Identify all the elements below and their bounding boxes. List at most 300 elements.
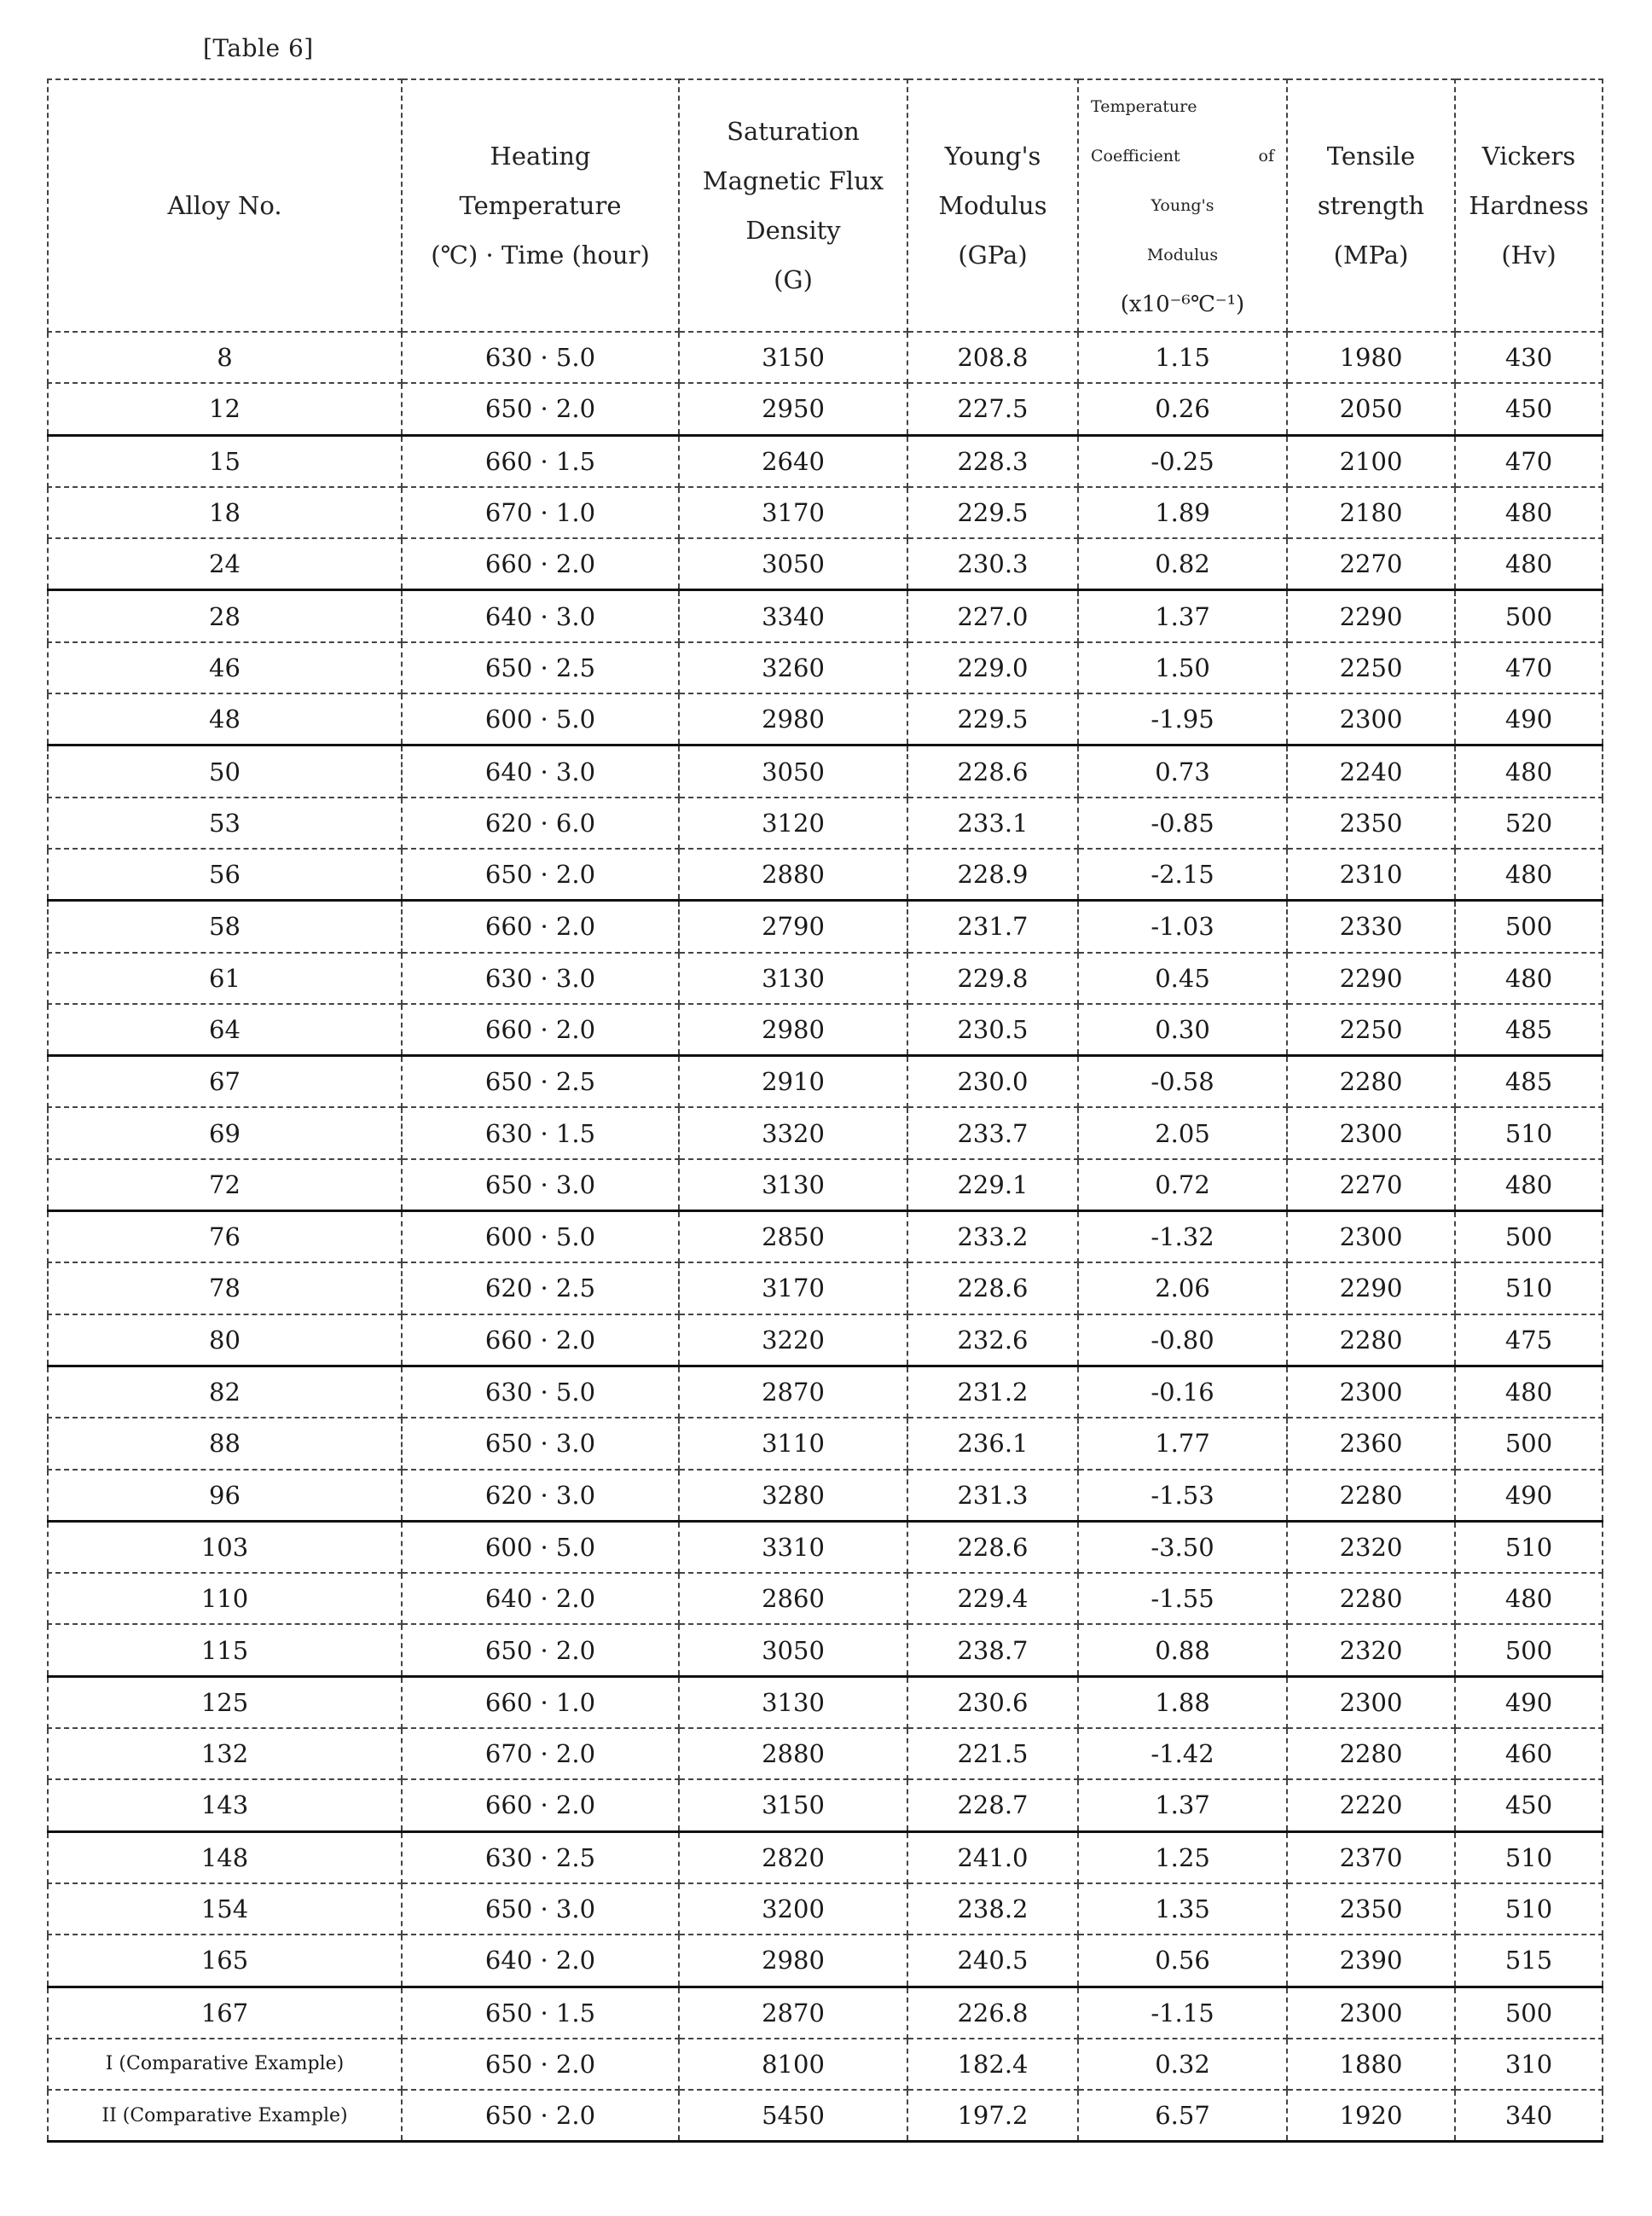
cell-alloy-no: 167 (48, 1987, 402, 2039)
table-caption: [Table 6] (203, 34, 314, 62)
cell-vickers-hardness: 510 (1455, 1107, 1603, 1158)
cell-temp-coefficient: 0.73 (1078, 745, 1287, 798)
table-row (48, 1366, 1603, 1418)
header-saturation-line: Magnetic Flux (702, 166, 884, 195)
header-tc-line (1079, 131, 1286, 181)
cell-saturation: 3050 (679, 745, 907, 798)
cell-heating: 660 · 2.0 (402, 538, 679, 590)
cell-youngs-modulus: 231.3 (907, 1470, 1078, 1522)
header-heating (402, 79, 679, 332)
table-row (48, 435, 1603, 487)
cell-alloy-no: 132 (48, 1728, 402, 1779)
header-tc-line: Temperature (1091, 97, 1197, 116)
cell-youngs-modulus: 228.6 (907, 1262, 1078, 1314)
cell-alloy-no: 115 (48, 1624, 402, 1676)
cell-heating: 630 · 5.0 (402, 1366, 679, 1418)
cell-saturation: 3170 (679, 1262, 907, 1314)
cell-youngs-modulus: 197.2 (907, 2090, 1078, 2142)
header-saturation-line: Saturation (727, 117, 860, 146)
cell-alloy-no: 61 (48, 953, 402, 1004)
cell-temp-coefficient: 2.06 (1078, 1262, 1287, 1314)
cell-youngs-modulus: 232.6 (907, 1314, 1078, 1366)
cell-heating: 660 · 2.0 (402, 901, 679, 953)
cell-temp-coefficient: 0.82 (1078, 538, 1287, 590)
header-youngs-line: Young's (944, 142, 1041, 171)
cell-youngs-modulus: 233.1 (907, 798, 1078, 849)
cell-alloy-no: II (Comparative Example) (48, 2090, 402, 2142)
cell-vickers-hardness: 510 (1455, 1883, 1603, 1935)
cell-heating: 650 · 1.5 (402, 1987, 679, 2039)
cell-vickers-hardness: 480 (1455, 1159, 1603, 1211)
table-row (48, 1470, 1603, 1522)
table-row (48, 383, 1603, 435)
table-row (48, 693, 1603, 745)
cell-saturation: 3050 (679, 1624, 907, 1676)
cell-temp-coefficient: 0.26 (1078, 383, 1287, 435)
header-tc-line: Modulus (1146, 246, 1219, 264)
cell-heating: 650 · 2.5 (402, 1056, 679, 1108)
cell-heating: 640 · 3.0 (402, 590, 679, 642)
cell-tensile-strength: 2290 (1287, 590, 1455, 642)
cell-alloy-no: 67 (48, 1056, 402, 1108)
header-youngs-line: (GPa) (958, 241, 1028, 270)
cell-tensile-strength: 2250 (1287, 1004, 1455, 1056)
cell-alloy-no: 15 (48, 435, 402, 487)
cell-alloy-no: 53 (48, 798, 402, 849)
cell-youngs-modulus: 229.8 (907, 953, 1078, 1004)
cell-temp-coefficient: -2.15 (1078, 849, 1287, 901)
cell-vickers-hardness: 475 (1455, 1314, 1603, 1366)
cell-youngs-modulus: 208.8 (907, 332, 1078, 383)
cell-saturation: 3220 (679, 1314, 907, 1366)
table-row (48, 2090, 1603, 2142)
cell-vickers-hardness: 485 (1455, 1056, 1603, 1108)
cell-youngs-modulus: 228.3 (907, 435, 1078, 487)
header-tensile-line: Tensile (1326, 142, 1416, 171)
cell-youngs-modulus: 236.1 (907, 1418, 1078, 1469)
cell-alloy-no: 80 (48, 1314, 402, 1366)
cell-alloy-no: 48 (48, 693, 402, 745)
cell-saturation: 2870 (679, 1987, 907, 2039)
cell-temp-coefficient: 0.30 (1078, 1004, 1287, 1056)
cell-saturation: 3200 (679, 1883, 907, 1935)
header-row (48, 79, 1603, 332)
cell-saturation: 8100 (679, 2039, 907, 2090)
cell-saturation: 3110 (679, 1418, 907, 1469)
cell-saturation: 2820 (679, 1831, 907, 1883)
cell-tensile-strength: 1880 (1287, 2039, 1455, 2090)
cell-alloy-no: 88 (48, 1418, 402, 1469)
cell-temp-coefficient: -0.80 (1078, 1314, 1287, 1366)
cell-youngs-modulus: 240.5 (907, 1935, 1078, 1987)
cell-tensile-strength: 2350 (1287, 1883, 1455, 1935)
cell-heating: 650 · 2.5 (402, 642, 679, 693)
cell-vickers-hardness: 480 (1455, 1366, 1603, 1418)
cell-tensile-strength: 2280 (1287, 1470, 1455, 1522)
cell-youngs-modulus: 226.8 (907, 1987, 1078, 2039)
table-row (48, 1573, 1603, 1624)
table-row (48, 1521, 1603, 1573)
cell-tensile-strength: 2270 (1287, 538, 1455, 590)
table-body (48, 332, 1603, 2142)
cell-saturation: 3260 (679, 642, 907, 693)
cell-saturation: 3150 (679, 332, 907, 383)
cell-heating: 630 · 3.0 (402, 953, 679, 1004)
cell-saturation: 2910 (679, 1056, 907, 1108)
cell-saturation: 3340 (679, 590, 907, 642)
cell-alloy-no: 96 (48, 1470, 402, 1522)
cell-tensile-strength: 2290 (1287, 1262, 1455, 1314)
cell-heating: 620 · 6.0 (402, 798, 679, 849)
cell-heating: 650 · 3.0 (402, 1418, 679, 1469)
header-vickers-line: Hardness (1469, 191, 1589, 220)
cell-vickers-hardness: 310 (1455, 2039, 1603, 2090)
cell-vickers-hardness: 460 (1455, 1728, 1603, 1779)
cell-tensile-strength: 2300 (1287, 1676, 1455, 1728)
cell-heating: 660 · 2.0 (402, 1314, 679, 1366)
cell-heating: 650 · 2.0 (402, 849, 679, 901)
table-row (48, 642, 1603, 693)
cell-temp-coefficient: -1.55 (1078, 1573, 1287, 1624)
table-row (48, 538, 1603, 590)
header-vickers-hardness (1455, 79, 1603, 332)
cell-youngs-modulus: 241.0 (907, 1831, 1078, 1883)
table-row (48, 849, 1603, 901)
cell-alloy-no: 58 (48, 901, 402, 953)
cell-vickers-hardness: 430 (1455, 332, 1603, 383)
cell-temp-coefficient: 1.37 (1078, 590, 1287, 642)
table-row (48, 901, 1603, 953)
cell-vickers-hardness: 520 (1455, 798, 1603, 849)
cell-heating: 660 · 2.0 (402, 1004, 679, 1056)
cell-tensile-strength: 2300 (1287, 1107, 1455, 1158)
cell-temp-coefficient: 1.25 (1078, 1831, 1287, 1883)
cell-vickers-hardness: 500 (1455, 590, 1603, 642)
cell-vickers-hardness: 450 (1455, 383, 1603, 435)
table-row (48, 1779, 1603, 1831)
cell-saturation: 3130 (679, 1676, 907, 1728)
table-row (48, 1935, 1603, 1987)
cell-youngs-modulus: 230.6 (907, 1676, 1078, 1728)
table-row (48, 798, 1603, 849)
cell-youngs-modulus: 238.2 (907, 1883, 1078, 1935)
cell-tensile-strength: 2280 (1287, 1314, 1455, 1366)
cell-tensile-strength: 2300 (1287, 1987, 1455, 2039)
cell-temp-coefficient: 1.88 (1078, 1676, 1287, 1728)
cell-alloy-no: 148 (48, 1831, 402, 1883)
cell-temp-coefficient: -3.50 (1078, 1521, 1287, 1573)
cell-temp-coefficient: -0.85 (1078, 798, 1287, 849)
cell-saturation: 2850 (679, 1211, 907, 1263)
cell-heating: 640 · 2.0 (402, 1573, 679, 1624)
cell-heating: 660 · 1.5 (402, 435, 679, 487)
cell-vickers-hardness: 340 (1455, 2090, 1603, 2142)
table-row (48, 953, 1603, 1004)
table-row (48, 1883, 1603, 1935)
table-row (48, 1056, 1603, 1108)
cell-heating: 650 · 2.0 (402, 2039, 679, 2090)
cell-youngs-modulus: 228.6 (907, 745, 1078, 798)
cell-vickers-hardness: 500 (1455, 1211, 1603, 1263)
table-row (48, 1159, 1603, 1211)
cell-tensile-strength: 2300 (1287, 693, 1455, 745)
cell-tensile-strength: 2270 (1287, 1159, 1455, 1211)
cell-temp-coefficient: 1.89 (1078, 487, 1287, 538)
cell-temp-coefficient: 0.72 (1078, 1159, 1287, 1211)
cell-heating: 660 · 2.0 (402, 1779, 679, 1831)
cell-heating: 640 · 3.0 (402, 745, 679, 798)
cell-saturation: 5450 (679, 2090, 907, 2142)
cell-heating: 620 · 3.0 (402, 1470, 679, 1522)
cell-alloy-no: 72 (48, 1159, 402, 1211)
header-tc-word: Coefficient (1091, 147, 1180, 165)
cell-youngs-modulus: 228.9 (907, 849, 1078, 901)
cell-temp-coefficient: -1.95 (1078, 693, 1287, 745)
cell-vickers-hardness: 500 (1455, 901, 1603, 953)
cell-alloy-no: 103 (48, 1521, 402, 1573)
cell-heating: 600 · 5.0 (402, 1521, 679, 1573)
table-row (48, 1262, 1603, 1314)
cell-alloy-no: 110 (48, 1573, 402, 1624)
cell-youngs-modulus: 229.0 (907, 642, 1078, 693)
cell-youngs-modulus: 231.7 (907, 901, 1078, 953)
cell-alloy-no: 143 (48, 1779, 402, 1831)
cell-saturation: 3150 (679, 1779, 907, 1831)
cell-alloy-no: 165 (48, 1935, 402, 1987)
table-row (48, 1624, 1603, 1676)
cell-alloy-no: 125 (48, 1676, 402, 1728)
cell-heating: 670 · 2.0 (402, 1728, 679, 1779)
cell-vickers-hardness: 490 (1455, 693, 1603, 745)
cell-alloy-no: 24 (48, 538, 402, 590)
cell-tensile-strength: 2250 (1287, 642, 1455, 693)
cell-heating: 650 · 2.0 (402, 1624, 679, 1676)
cell-tensile-strength: 2330 (1287, 901, 1455, 953)
cell-alloy-no: 8 (48, 332, 402, 383)
cell-saturation: 2790 (679, 901, 907, 953)
cell-tensile-strength: 2370 (1287, 1831, 1455, 1883)
cell-alloy-no: 28 (48, 590, 402, 642)
cell-youngs-modulus: 229.1 (907, 1159, 1078, 1211)
cell-temp-coefficient: -1.42 (1078, 1728, 1287, 1779)
cell-vickers-hardness: 510 (1455, 1262, 1603, 1314)
cell-temp-coefficient: 0.56 (1078, 1935, 1287, 1987)
cell-saturation: 2980 (679, 693, 907, 745)
cell-vickers-hardness: 470 (1455, 435, 1603, 487)
cell-temp-coefficient: 0.32 (1078, 2039, 1287, 2090)
cell-heating: 600 · 5.0 (402, 1211, 679, 1263)
cell-tensile-strength: 2280 (1287, 1728, 1455, 1779)
cell-heating: 650 · 3.0 (402, 1883, 679, 1935)
cell-tensile-strength: 2280 (1287, 1056, 1455, 1108)
cell-heating: 600 · 5.0 (402, 693, 679, 745)
header-youngs-modulus (907, 79, 1078, 332)
cell-youngs-modulus: 228.6 (907, 1521, 1078, 1573)
cell-temp-coefficient: 1.15 (1078, 332, 1287, 383)
cell-vickers-hardness: 515 (1455, 1935, 1603, 1987)
header-saturation-line: Density (745, 216, 841, 245)
cell-alloy-no: I (Comparative Example) (48, 2039, 402, 2090)
cell-temp-coefficient: 0.88 (1078, 1624, 1287, 1676)
header-heating-line: (℃) · Time (hour) (431, 241, 650, 270)
cell-tensile-strength: 2320 (1287, 1521, 1455, 1573)
header-tc-line: Young's (1151, 196, 1214, 215)
cell-youngs-modulus: 233.2 (907, 1211, 1078, 1263)
cell-youngs-modulus: 229.4 (907, 1573, 1078, 1624)
cell-temp-coefficient: -0.25 (1078, 435, 1287, 487)
cell-saturation: 2950 (679, 383, 907, 435)
header-tc-line: (x10⁻⁶℃⁻¹) (1120, 292, 1245, 317)
cell-alloy-no: 56 (48, 849, 402, 901)
cell-tensile-strength: 2390 (1287, 1935, 1455, 1987)
cell-tensile-strength: 2300 (1287, 1211, 1455, 1263)
cell-vickers-hardness: 480 (1455, 1573, 1603, 1624)
cell-vickers-hardness: 500 (1455, 1624, 1603, 1676)
cell-temp-coefficient: -1.32 (1078, 1211, 1287, 1263)
cell-youngs-modulus: 227.0 (907, 590, 1078, 642)
header-vickers-line: Vickers (1481, 142, 1576, 171)
cell-temp-coefficient: -0.58 (1078, 1056, 1287, 1108)
cell-heating: 650 · 3.0 (402, 1159, 679, 1211)
table-row (48, 590, 1603, 642)
cell-vickers-hardness: 480 (1455, 953, 1603, 1004)
cell-alloy-no: 46 (48, 642, 402, 693)
cell-temp-coefficient: 2.05 (1078, 1107, 1287, 1158)
cell-vickers-hardness: 490 (1455, 1470, 1603, 1522)
cell-saturation: 2880 (679, 849, 907, 901)
cell-tensile-strength: 1980 (1287, 332, 1455, 383)
header-tc-word: of (1258, 147, 1274, 165)
header-vickers-line: (Hv) (1501, 241, 1556, 270)
header-youngs-line: Modulus (938, 191, 1047, 220)
cell-heating: 650 · 2.0 (402, 2090, 679, 2142)
cell-temp-coefficient: 6.57 (1078, 2090, 1287, 2142)
header-heating-line: Temperature (459, 191, 622, 220)
cell-saturation: 2640 (679, 435, 907, 487)
cell-saturation: 3050 (679, 538, 907, 590)
cell-heating: 630 · 5.0 (402, 332, 679, 383)
cell-saturation: 2870 (679, 1366, 907, 1418)
cell-temp-coefficient: -1.53 (1078, 1470, 1287, 1522)
cell-youngs-modulus: 238.7 (907, 1624, 1078, 1676)
cell-alloy-no: 50 (48, 745, 402, 798)
cell-tensile-strength: 1920 (1287, 2090, 1455, 2142)
cell-heating: 640 · 2.0 (402, 1935, 679, 1987)
cell-saturation: 3130 (679, 1159, 907, 1211)
cell-temp-coefficient: 0.45 (1078, 953, 1287, 1004)
header-alloy-no (48, 79, 402, 332)
table-row (48, 332, 1603, 383)
table-row (48, 1418, 1603, 1469)
cell-temp-coefficient: 1.37 (1078, 1779, 1287, 1831)
cell-alloy-no: 69 (48, 1107, 402, 1158)
header-saturation-line: (G) (774, 265, 813, 294)
cell-tensile-strength: 2310 (1287, 849, 1455, 901)
table-row (48, 1314, 1603, 1366)
cell-alloy-no: 76 (48, 1211, 402, 1263)
cell-alloy-no: 82 (48, 1366, 402, 1418)
cell-tensile-strength: 2240 (1287, 745, 1455, 798)
cell-alloy-no: 64 (48, 1004, 402, 1056)
cell-temp-coefficient: 1.35 (1078, 1883, 1287, 1935)
cell-saturation: 3130 (679, 953, 907, 1004)
cell-tensile-strength: 2180 (1287, 487, 1455, 538)
cell-youngs-modulus: 228.7 (907, 1779, 1078, 1831)
cell-youngs-modulus: 182.4 (907, 2039, 1078, 2090)
header-saturation (679, 79, 907, 332)
cell-saturation: 3310 (679, 1521, 907, 1573)
cell-youngs-modulus: 230.5 (907, 1004, 1078, 1056)
cell-vickers-hardness: 500 (1455, 1418, 1603, 1469)
table-row (48, 1987, 1603, 2039)
cell-vickers-hardness: 480 (1455, 849, 1603, 901)
header-alloy-no-label: Alloy No. (167, 191, 282, 220)
header-tensile-strength (1287, 79, 1455, 332)
cell-heating: 630 · 1.5 (402, 1107, 679, 1158)
table-row (48, 1107, 1603, 1158)
cell-vickers-hardness: 510 (1455, 1521, 1603, 1573)
cell-tensile-strength: 2300 (1287, 1366, 1455, 1418)
cell-saturation: 2980 (679, 1004, 907, 1056)
alloy-properties-table (47, 78, 1603, 2143)
cell-youngs-modulus: 230.0 (907, 1056, 1078, 1108)
cell-saturation: 3280 (679, 1470, 907, 1522)
cell-youngs-modulus: 233.7 (907, 1107, 1078, 1158)
cell-tensile-strength: 2320 (1287, 1624, 1455, 1676)
table-row (48, 487, 1603, 538)
cell-saturation: 2860 (679, 1573, 907, 1624)
cell-youngs-modulus: 221.5 (907, 1728, 1078, 1779)
cell-saturation: 3170 (679, 487, 907, 538)
table-row (48, 745, 1603, 798)
cell-youngs-modulus: 229.5 (907, 487, 1078, 538)
cell-heating: 660 · 1.0 (402, 1676, 679, 1728)
cell-vickers-hardness: 500 (1455, 1987, 1603, 2039)
cell-temp-coefficient: -0.16 (1078, 1366, 1287, 1418)
cell-tensile-strength: 2050 (1287, 383, 1455, 435)
cell-youngs-modulus: 227.5 (907, 383, 1078, 435)
cell-alloy-no: 154 (48, 1883, 402, 1935)
cell-vickers-hardness: 485 (1455, 1004, 1603, 1056)
cell-youngs-modulus: 231.2 (907, 1366, 1078, 1418)
header-tensile-line: strength (1317, 191, 1425, 220)
cell-saturation: 3120 (679, 798, 907, 849)
cell-alloy-no: 18 (48, 487, 402, 538)
cell-alloy-no: 78 (48, 1262, 402, 1314)
cell-saturation: 2980 (679, 1935, 907, 1987)
cell-tensile-strength: 2350 (1287, 798, 1455, 849)
cell-youngs-modulus: 230.3 (907, 538, 1078, 590)
cell-vickers-hardness: 480 (1455, 538, 1603, 590)
cell-temp-coefficient: -1.03 (1078, 901, 1287, 953)
header-tensile-line: (MPa) (1333, 241, 1409, 270)
cell-tensile-strength: 2280 (1287, 1573, 1455, 1624)
cell-tensile-strength: 2220 (1287, 1779, 1455, 1831)
cell-saturation: 2880 (679, 1728, 907, 1779)
cell-temp-coefficient: 1.77 (1078, 1418, 1287, 1469)
cell-vickers-hardness: 490 (1455, 1676, 1603, 1728)
table-row (48, 1211, 1603, 1263)
cell-temp-coefficient: 1.50 (1078, 642, 1287, 693)
cell-tensile-strength: 2100 (1287, 435, 1455, 487)
table-row (48, 2039, 1603, 2090)
header-heating-line: Heating (490, 142, 591, 171)
cell-heating: 670 · 1.0 (402, 487, 679, 538)
cell-heating: 630 · 2.5 (402, 1831, 679, 1883)
cell-tensile-strength: 2290 (1287, 953, 1455, 1004)
header-temp-coefficient (1078, 79, 1287, 332)
cell-vickers-hardness: 450 (1455, 1779, 1603, 1831)
